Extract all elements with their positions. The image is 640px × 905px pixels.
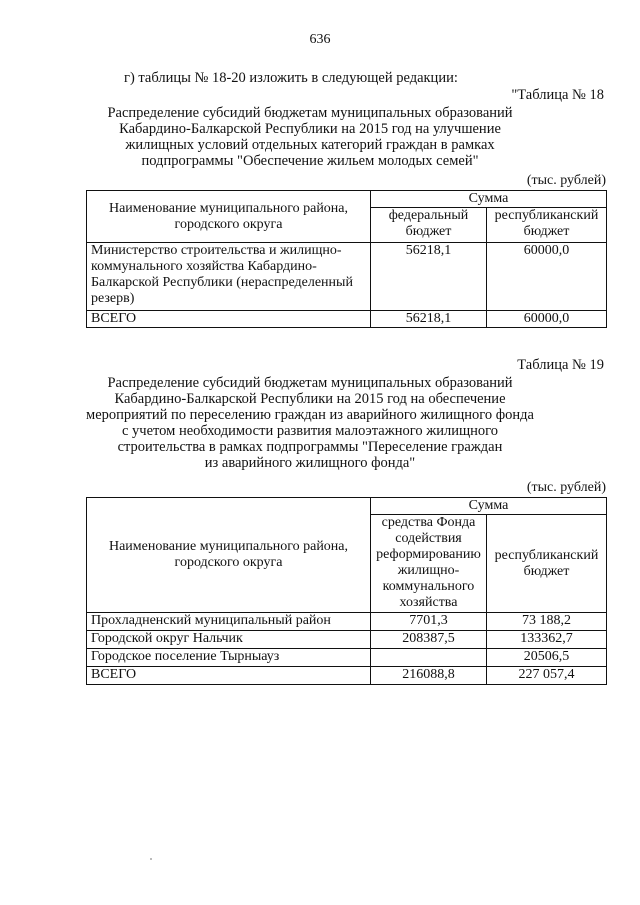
table18-header-col1: федеральный бюджет [371,208,487,243]
table19 [86,497,607,685]
table-row [87,667,607,685]
table19-row-v1: 7701,3 [371,613,487,631]
table18-row-v2: 60000,0 [487,243,607,311]
table19-header-name: Наименование муниципального района, городского округа [87,498,371,613]
table18-header-name: Наименование муниципального района, городского округа [87,191,371,243]
table18-title-line: подпрограммы "Обеспечение жильем молодых семей" [141,153,479,169]
table19-title-line: с учетом необходимости развития малоэтажного жилищного [121,423,498,439]
table19-total-label: ВСЕГО [87,667,371,685]
table18 [86,190,607,328]
table-row [87,243,607,311]
table18-header-sum: Сумма [371,191,607,208]
table18-total-v1: 56218,1 [371,311,487,328]
table18-label: "Таблица № 18 [511,87,604,103]
table19-row-v2: 20506,5 [487,649,607,667]
table18-title [60,105,560,169]
table19-total-v2: 227 057,4 [487,667,607,685]
table18-total-label: ВСЕГО [87,311,371,328]
table18-total-v2: 60000,0 [487,311,607,328]
table19-row-v1 [371,649,487,667]
table19-label: Таблица № 19 [517,357,604,373]
table19-header-sum: Сумма [371,498,607,515]
scan-speck [150,858,152,860]
table19-row-v2: 133362,7 [487,631,607,649]
table19-header-col1: средства Фонда содействия реформированию жилищно-коммунального хозяйства [371,515,487,613]
table19-title [60,375,560,471]
table19-total-v1: 216088,8 [371,667,487,685]
page-number: 636 [309,32,331,47]
table18-title-line: Распределение субсидий бюджетам муниципальных образований [107,105,513,121]
table19-title-line: строительства в рамках подпрограммы "Переселение граждан [117,439,503,455]
table19-row-v2: 73 188,2 [487,613,607,631]
table19-row-v1: 208387,5 [371,631,487,649]
table19-title-line: Кабардино-Балкарской Республики на 2015 год на обеспечение [114,391,506,407]
table19-row-name: Городской округ Нальчик [87,631,371,649]
table18-header-col2: республиканский бюджет [487,208,607,243]
table-row [87,613,607,631]
table19-row-name: Прохладненский муниципальный район [87,613,371,631]
table18-title-line: Кабардино-Балкарской Республики на 2015 год на улучшение [119,121,501,137]
table18-title-line: жилищных условий отдельных категорий граждан в рамках [125,137,495,153]
table-row [87,649,607,667]
table19-title-line: мероприятий по переселению граждан из аварийного жилищного фонда [86,407,534,423]
table18-row-v1: 56218,1 [371,243,487,311]
table19-row-name: Городское поселение Тырныауз [87,649,371,667]
table19-title-line: Распределение субсидий бюджетам муниципальных образований [107,375,513,391]
table-row [87,631,607,649]
table19-header-col2: республиканский бюджет [487,515,607,613]
table18-units: (тыс. рублей) [526,173,606,188]
intro-paragraph: г) таблицы № 18-20 изложить в следующей редакции: [124,70,458,86]
table18-row-name: Министерство строительства и жилищно-коммунального хозяйства Кабардино-Балкарской Республики (нераспределенный резерв) [87,243,371,311]
table19-units: (тыс. рублей) [526,480,606,495]
table19-title-line: из аварийного жилищного фонда" [204,455,416,471]
table-row [87,311,607,328]
